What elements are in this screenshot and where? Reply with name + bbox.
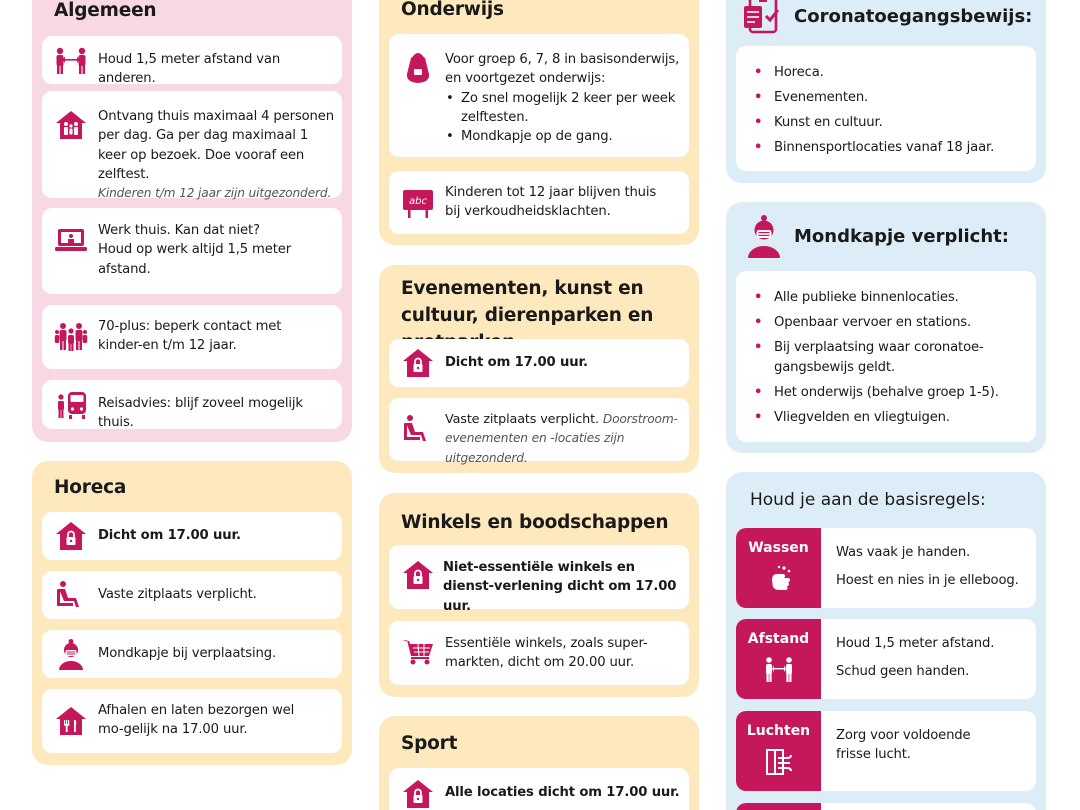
list-item	[42, 571, 342, 619]
lock-house-icon	[401, 778, 435, 810]
evenementen-item-text: Dicht om 17.00 uur.	[445, 355, 588, 370]
group-people-icon	[54, 321, 88, 353]
laptop-icon	[54, 224, 88, 256]
mask-person-icon	[54, 638, 88, 670]
phone-checklist-icon	[742, 0, 786, 36]
distance-people-icon	[764, 655, 794, 685]
svg-text:abc: abc	[409, 196, 427, 207]
list-item	[42, 512, 342, 560]
winkels-title: Winkels en boodschappen	[401, 512, 669, 533]
horeca-title: Horeca	[54, 477, 127, 498]
list-item	[42, 380, 342, 429]
seated-person-icon	[401, 413, 435, 445]
sport-item-text: Alle locaties dicht om 17.00 uur.	[445, 785, 680, 800]
list-item	[389, 545, 689, 614]
abc-board-icon	[401, 187, 435, 219]
basisregels-panel	[726, 472, 1046, 810]
coronatoegangsbewijs-panel	[726, 0, 1046, 183]
onderwijs-item-text	[445, 50, 681, 146]
list-item: • Bij verplaatsing waar coronatoe-gangsbewijs geldt.	[774, 338, 984, 377]
rule-line: Houd 1,5 meter afstand.	[836, 636, 995, 651]
winkels-item-text: Essentiële winkels, zoals super-markten, dicht om 20.00 uur.	[445, 636, 648, 671]
list-item	[389, 34, 689, 157]
evenementen-item-note: Doorstroom-evenementen en -locaties zijn uitgezonderd.	[445, 412, 678, 465]
mondkapje-list	[736, 271, 1036, 442]
rule-label	[736, 711, 821, 791]
list-item	[389, 171, 689, 234]
rule-afstand	[736, 619, 1036, 699]
sport-title: Sport	[401, 733, 458, 754]
list-item	[42, 305, 342, 369]
list-item	[389, 339, 689, 387]
algemeen-panel	[32, 0, 352, 442]
rule-name: Afstand	[747, 631, 810, 647]
list-item	[42, 689, 342, 753]
coronatoegangsbewijs-title: Coronatoegangsbewijs:	[794, 6, 1033, 27]
lock-house-icon	[401, 347, 435, 379]
mondkapje-items	[774, 288, 1022, 433]
onderwijs-title: Onderwijs	[401, 0, 504, 20]
hand-wash-icon	[764, 564, 794, 594]
algemeen-title: Algemeen	[54, 0, 157, 21]
rule-text	[836, 543, 1026, 591]
house-people-icon	[54, 109, 88, 141]
horeca-item-text: Dicht om 17.00 uur.	[98, 528, 241, 543]
backpack-icon	[401, 52, 435, 84]
list-item	[389, 621, 689, 685]
rule-label	[736, 619, 821, 699]
cutlery-house-icon	[54, 705, 88, 737]
list-item: • Evenementen.	[774, 88, 1022, 108]
mondkapje-title: Mondkapje verplicht:	[794, 226, 1009, 247]
coronatoegangsbewijs-list	[736, 46, 1036, 171]
algemeen-item-text	[98, 221, 298, 279]
list-item	[389, 398, 689, 465]
rule-label	[736, 528, 821, 608]
algemeen-item-main: Ontvang thuis maximaal 4 personen per dag. Ga per dag maximaal 1 keer op bezoek. Doe vooraf een zelftest.	[98, 109, 334, 182]
list-item: • Het onderwijs (behalve groep 1-5).	[774, 383, 1022, 403]
onderwijs-bullets	[445, 89, 681, 147]
mondkapje-panel	[726, 202, 1046, 453]
algemeen-item-text: 70-plus: beperk contact met kinder-en t/m 12 jaar.	[98, 319, 282, 354]
shopping-cart-icon	[401, 637, 435, 669]
winkels-panel	[379, 493, 699, 697]
rule-label	[736, 803, 821, 810]
onderwijs-panel	[379, 0, 699, 245]
horeca-panel	[32, 461, 352, 765]
algemeen-item-text	[98, 107, 334, 203]
list-item	[42, 91, 342, 201]
rule-line: Was vaak je handen.	[836, 545, 971, 560]
list-item: • Alle publieke binnenlocaties.	[774, 288, 1022, 308]
list-item	[42, 630, 342, 678]
coronatoegangsbewijs-items	[774, 63, 1022, 163]
list-item	[389, 768, 689, 810]
horeca-item-text: Mondkapje bij verplaatsing.	[98, 646, 277, 661]
list-item: • Openbaar vervoer en stations.	[774, 313, 1022, 333]
algemeen-item-line2: Houd op werk altijd 1,5 meter afstand.	[98, 242, 291, 277]
rule-next	[736, 803, 1036, 810]
travel-icon	[54, 389, 88, 421]
algemeen-item-line1: Werk thuis. Kan dat niet?	[98, 223, 260, 238]
lock-house-icon	[54, 520, 88, 552]
list-item: • Kunst en cultuur.	[774, 113, 1022, 133]
rule-line: Schud geen handen.	[836, 664, 970, 680]
evenementen-item-main: Vaste zitplaats verplicht.	[445, 412, 599, 427]
list-item	[42, 208, 342, 294]
lock-house-icon	[401, 559, 435, 591]
rule-text	[836, 726, 986, 765]
distance-people-icon	[54, 45, 88, 77]
basisregels-title: Houd je aan de basisregels:	[750, 490, 986, 510]
list-item	[42, 36, 342, 87]
algemeen-item-text: Houd 1,5 meter afstand van anderen.	[98, 52, 281, 87]
onderwijs-item-text: Kinderen tot 12 jaar blijven thuis bij verkoudheidsklachten.	[445, 185, 657, 220]
list-item: • Vliegvelden en vliegtuigen.	[774, 408, 1022, 428]
evenementen-item-text	[445, 410, 685, 468]
rule-luchten	[736, 711, 1036, 791]
horeca-item-text: Afhalen en laten bezorgen wel mo-gelijk na 17.00 uur.	[98, 703, 295, 738]
rule-wassen	[736, 528, 1036, 608]
list-item: • Binnensportlocaties vanaf 18 jaar.	[774, 138, 1022, 158]
rule-name: Wassen	[748, 540, 809, 556]
winkels-item-text: Niet-essentiële winkels en dienst-verlening dicht om 17.00 uur.	[443, 560, 677, 614]
evenementen-title: Evenementen, kunst en cultuur, dierenparken en	[401, 278, 654, 326]
rule-text	[836, 634, 1026, 682]
rule-line: Zorg voor voldoende frisse lucht.	[836, 728, 971, 763]
algemeen-item-text: Reisadvies: blijf zoveel mogelijk thuis.	[98, 396, 303, 431]
evenementen-panel	[379, 265, 699, 473]
rule-name: Luchten	[746, 723, 811, 739]
list-item: • Horeca.	[774, 63, 1022, 83]
horeca-item-text: Vaste zitplaats verplicht.	[98, 587, 257, 602]
seated-person-icon	[54, 579, 88, 611]
window-air-icon	[764, 747, 794, 777]
onderwijs-bullet: • Mondkapje op de gang.	[445, 127, 681, 146]
onderwijs-intro: Voor groep 6, 7, 8 in basisonderwijs, en voortgezet onderwijs:	[445, 52, 680, 87]
algemeen-item-note: Kinderen t/m 12 jaar zijn uitgezonderd.	[98, 186, 332, 201]
sport-panel	[379, 716, 699, 810]
mask-person-icon	[742, 214, 786, 258]
rule-line: Hoest en nies in je elleboog.	[836, 573, 1019, 589]
onderwijs-bullet: • Zo snel mogelijk 2 keer per week zelftesten.	[445, 89, 681, 128]
